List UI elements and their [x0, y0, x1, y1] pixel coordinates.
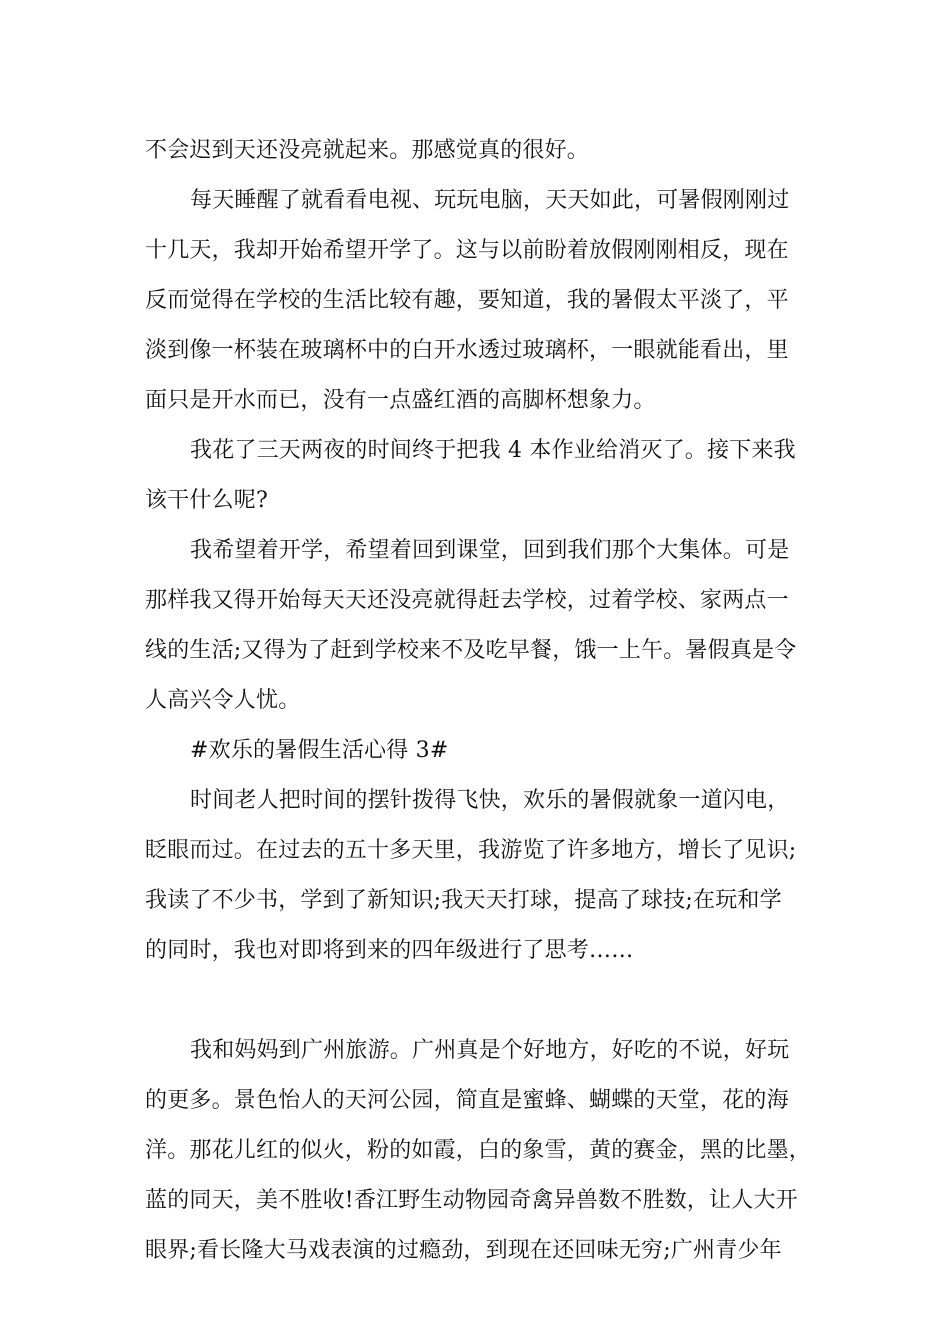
text-line: 不会迟到天还没亮就起来。那感觉真的很好。: [145, 138, 590, 163]
text-line: 该干什么呢?: [145, 488, 268, 513]
text-line: 淡到像一杯装在玻璃杯中的白开水透过玻璃杯，一眼就能看出，里: [145, 338, 789, 363]
text-line: 面只是开水而已，没有一点盛红酒的高脚杯想象力。: [145, 388, 656, 413]
text-line: 眨眼而过。在过去的五十多天里，我游览了许多地方，增长了见识;: [145, 838, 797, 863]
text-line: 的同时，我也对即将到来的四年级进行了思考……: [145, 938, 634, 963]
text-line: 洋。那花儿红的似火，粉的如霞，白的象雪，黄的赛金，黑的比墨，: [145, 1138, 812, 1163]
text-line: 那样我又得开始每天天还没亮就得赶去学校，过着学校、家两点一: [145, 588, 789, 613]
section-heading: #欢乐的暑假生活心得 3#: [190, 738, 449, 763]
text-line: 眼界;看长隆大马戏表演的过瘾劲，到现在还回味无穷;广州青少年: [145, 1238, 782, 1263]
paragraph-start: 时间老人把时间的摆针拨得飞快，欢乐的暑假就象一道闪电，: [190, 788, 790, 813]
text-line: 十几天，我却开始希望开学了。这与以前盼着放假刚刚相反，现在: [145, 238, 789, 263]
text-line: 蓝的同天，美不胜收!香江野生动物园奇禽异兽数不胜数，让人大开: [145, 1188, 798, 1213]
text-line: 我读了不少书，学到了新知识;我天天打球，提高了球技;在玩和学: [145, 888, 782, 913]
paragraph-start: 我花了三天两夜的时间终于把我 4 本作业给消灭了。接下来我: [190, 438, 796, 463]
paragraph-start: 每天睡醒了就看看电视、玩玩电脑，天天如此，可暑假刚刚过: [190, 188, 790, 213]
text-line: 线的生活;又得为了赶到学校来不及吃早餐，饿一上午。暑假真是令: [145, 638, 797, 663]
paragraph-start: 我希望着开学，希望着回到课堂，回到我们那个大集体。可是: [190, 538, 790, 563]
paragraph-start: 我和妈妈到广州旅游。广州真是个好地方，好吃的不说，好玩: [190, 1038, 790, 1063]
text-line: 反而觉得在学校的生活比较有趣，要知道，我的暑假太平淡了，平: [145, 288, 789, 313]
text-line: 人高兴令人忧。: [145, 688, 301, 713]
text-line: 的更多。景色怡人的天河公园，简直是蜜蜂、蝴蝶的天堂，花的海: [145, 1088, 789, 1113]
